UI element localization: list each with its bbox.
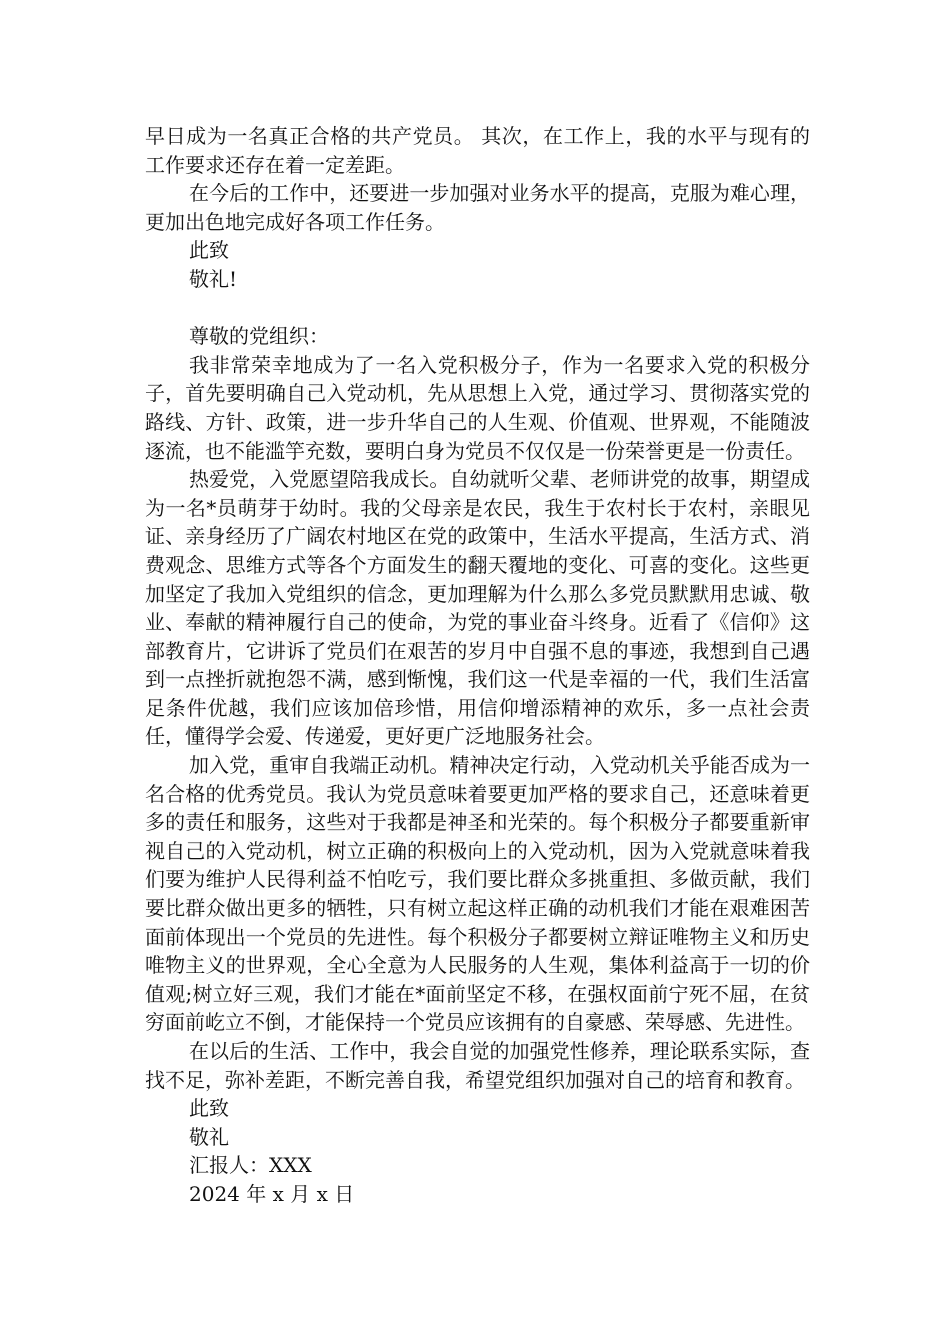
letter2-closing-2: 敬礼 xyxy=(189,1124,229,1149)
letter1-closing-1: 此致 xyxy=(189,238,229,263)
letter1-closing-2: 敬礼! xyxy=(189,266,238,291)
letter-separator xyxy=(145,294,810,323)
document-page xyxy=(145,122,810,1209)
letter2-salutation: 尊敬的党组织： xyxy=(189,324,329,349)
letter2-paragraph-2: 热爱党，入党愿望陪我成长。自幼就听父辈、老师讲党的故事，期望成为一名*员萌芽于幼时。我的父母亲是农民，我生于农村长于农村，亲眼见证、亲身经历了广阔农村地区在党的政策中，生活水平提高，生活方式、消费观念、思维方式等各个方面发生的翻天覆地的变化、可喜的变化。这些更加坚定了我加入党组织的信念，更加理解为什么那么多党员默默用忠诚、敬业、奉献的精神履行自己的使命，为党的事业奋斗终身。近看了《信仰》这部教育片，它讲诉了党员们在艰苦的岁月中自强不息的事迹，我想到自己遇到一点挫折就抱怨不满，感到惭愧，我们这一代是幸福的一代，我们生活富足条件优越，我们应该加倍珍惜，用信仰增添精神的欢乐，多一点社会责任，懂得学会爱、传递爱，更好更广泛地服务社会。 xyxy=(145,467,810,749)
letter2-paragraph-1: 我非常荣幸地成为了一名入党积极分子，作为一名要求入党的积极分子，首先要明确自己入党动机，先从思想上入党，通过学习、贯彻落实党的路线、方针、政策，进一步升华自己的人生观、价值观、世界观，不能随波逐流，也不能滥竽充数，要明白身为党员不仅仅是一份荣誉更是一份责任。 xyxy=(145,352,810,463)
letter1-paragraph-2: 在今后的工作中，还要进一步加强对业务水平的提高，克服为难心理，更加出色地完成好各项工作任务。 xyxy=(145,181,810,234)
letter2-paragraph-3: 加入党，重审自我端正动机。精神决定行动，入党动机关乎能否成为一名合格的优秀党员。我认为党员意味着要更加严格的要求自己，还意味着更多的责任和服务，这些对于我都是神圣和光荣的。每个积极分子都要重新审视自己的入党动机，树立正确的积极向上的入党动机，因为入党就意味着我们要为维护人民得利益不怕吃亏，我们要比群众多挑重担、多做贡献，我们要比群众做出更多的牺牲，只有树立起这样正确的动机我们才能在艰难困苦面前体现出一个党员的先进性。每个积极分子都要树立辩证唯物主义和历史唯物主义的世界观，全心全意为人民服务的人生观，集体利益高于一切的价值观;树立好三观，我们才能在*面前坚定不移，在强权面前宁死不屈，在贫穷面前屹立不倒，才能保持一个党员应该拥有的自豪感、荣辱感、先进性。 xyxy=(145,753,810,1035)
reporter-line: 汇报人：XXX xyxy=(189,1153,312,1178)
letter2-closing-1: 此致 xyxy=(189,1096,229,1121)
date-line: 2024 年 x 月 x 日 xyxy=(189,1181,355,1206)
letter2-paragraph-4: 在以后的生活、工作中，我会自觉的加强党性修养，理论联系实际，查找不足，弥补差距，不断完善自我，希望党组织加强对自己的培育和教育。 xyxy=(145,1039,810,1092)
letter1-paragraph-1: 早日成为一名真正合格的共产党员。 其次，在工作上，我的水平与现有的工作要求还存在着一定差距。 xyxy=(145,124,810,177)
